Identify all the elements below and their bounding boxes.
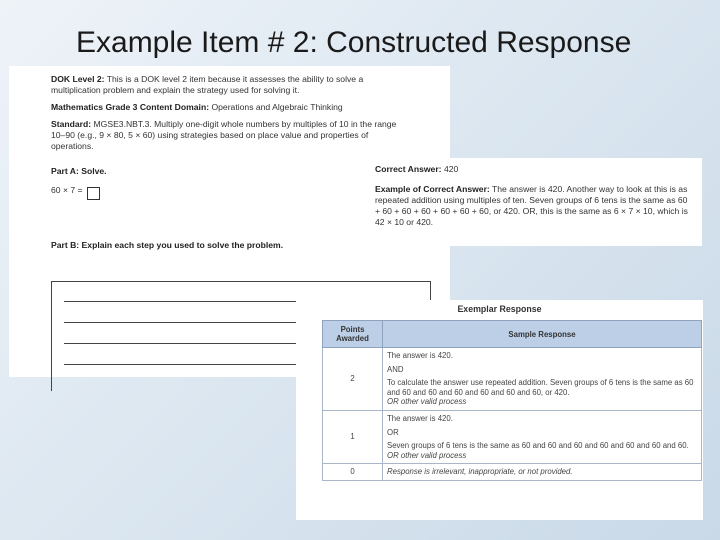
response-line: OR other valid process — [387, 397, 467, 407]
response-cell — [383, 410, 702, 463]
domain-label: Mathematics Grade 3 Content Domain: — [51, 102, 210, 112]
response-line: The answer is 420. — [387, 413, 453, 423]
response-line: AND — [387, 364, 404, 374]
part-b-heading: Part B: Explain each step you used to solve the problem. — [51, 240, 284, 250]
example-answer-paragraph — [375, 184, 692, 228]
response-line: The answer is 420. — [387, 351, 453, 360]
standard-label: Standard: — [51, 119, 92, 129]
domain-paragraph — [51, 102, 410, 113]
response-line: Seven groups of 6 tens is the same as 60 and 60 and 60 and 60 and 60 and 60 and 60. — [387, 441, 689, 451]
exemplar-card — [296, 300, 703, 520]
dok-paragraph — [51, 74, 410, 96]
correct-answer-line — [375, 164, 692, 175]
table-row — [323, 348, 702, 411]
example-answer-text: The answer is 420. Another way to look at this is as repeated addition using multiples of ten. Seven groups of 6 tens is the same as 60 + 60 + 60 + 60 + 60 + 60 + 60, or 420. OR, this is the same as 6 × 7 × 10, which is 42 × 10 or 420. — [375, 184, 688, 227]
table-row — [323, 464, 702, 481]
example-answer-label: Example of Correct Answer: — [375, 184, 490, 194]
slide-title: Example Item # 2: Constructed Response — [76, 26, 632, 59]
equation-row — [51, 185, 410, 202]
points-cell: 1 — [323, 410, 383, 463]
standard-paragraph — [51, 119, 410, 152]
part-a-heading: Part A: Solve. — [51, 166, 107, 176]
correct-answer-card — [365, 158, 702, 246]
correct-answer-label: Correct Answer: — [375, 164, 442, 174]
standard-text: MGSE3.NBT.3. Multiply one-digit whole numbers by multiples of 10 in the range 10–90 (e.g., 9 × 80, 5 × 60) using strategies based on place value and properties of operations. — [51, 119, 397, 151]
dok-text: This is a DOK level 2 item because it assesses the ability to solve a multiplication problem and explain the strategy used for solving it. — [51, 74, 364, 95]
points-header: Points Awarded — [323, 321, 383, 348]
correct-answer-value: 420 — [443, 164, 459, 174]
response-line: OR — [387, 427, 399, 437]
points-cell: 0 — [323, 464, 383, 481]
domain-text: Operations and Algebraic Thinking — [211, 102, 343, 112]
exemplar-table — [322, 320, 702, 481]
equation-text: 60 × 7 = — [51, 185, 83, 195]
response-line: Response is irrelevant, inappropriate, or not provided. — [387, 467, 573, 477]
response-line: OR other valid process — [387, 450, 467, 460]
table-row — [323, 410, 702, 463]
response-line: To calculate the answer use repeated addition. Seven groups of 6 tens is the same as 60 and 60 and 60 and 60 and 60 and 60 and 60, or 420. — [387, 378, 694, 397]
response-header: Sample Response — [383, 321, 702, 348]
exemplar-title: Exemplar Response — [457, 304, 542, 314]
points-cell: 2 — [323, 348, 383, 411]
dok-label: DOK Level 2: — [51, 74, 105, 84]
response-cell — [383, 464, 702, 481]
response-cell — [383, 348, 702, 411]
table-header-row — [323, 321, 702, 348]
answer-box[interactable] — [87, 187, 100, 200]
